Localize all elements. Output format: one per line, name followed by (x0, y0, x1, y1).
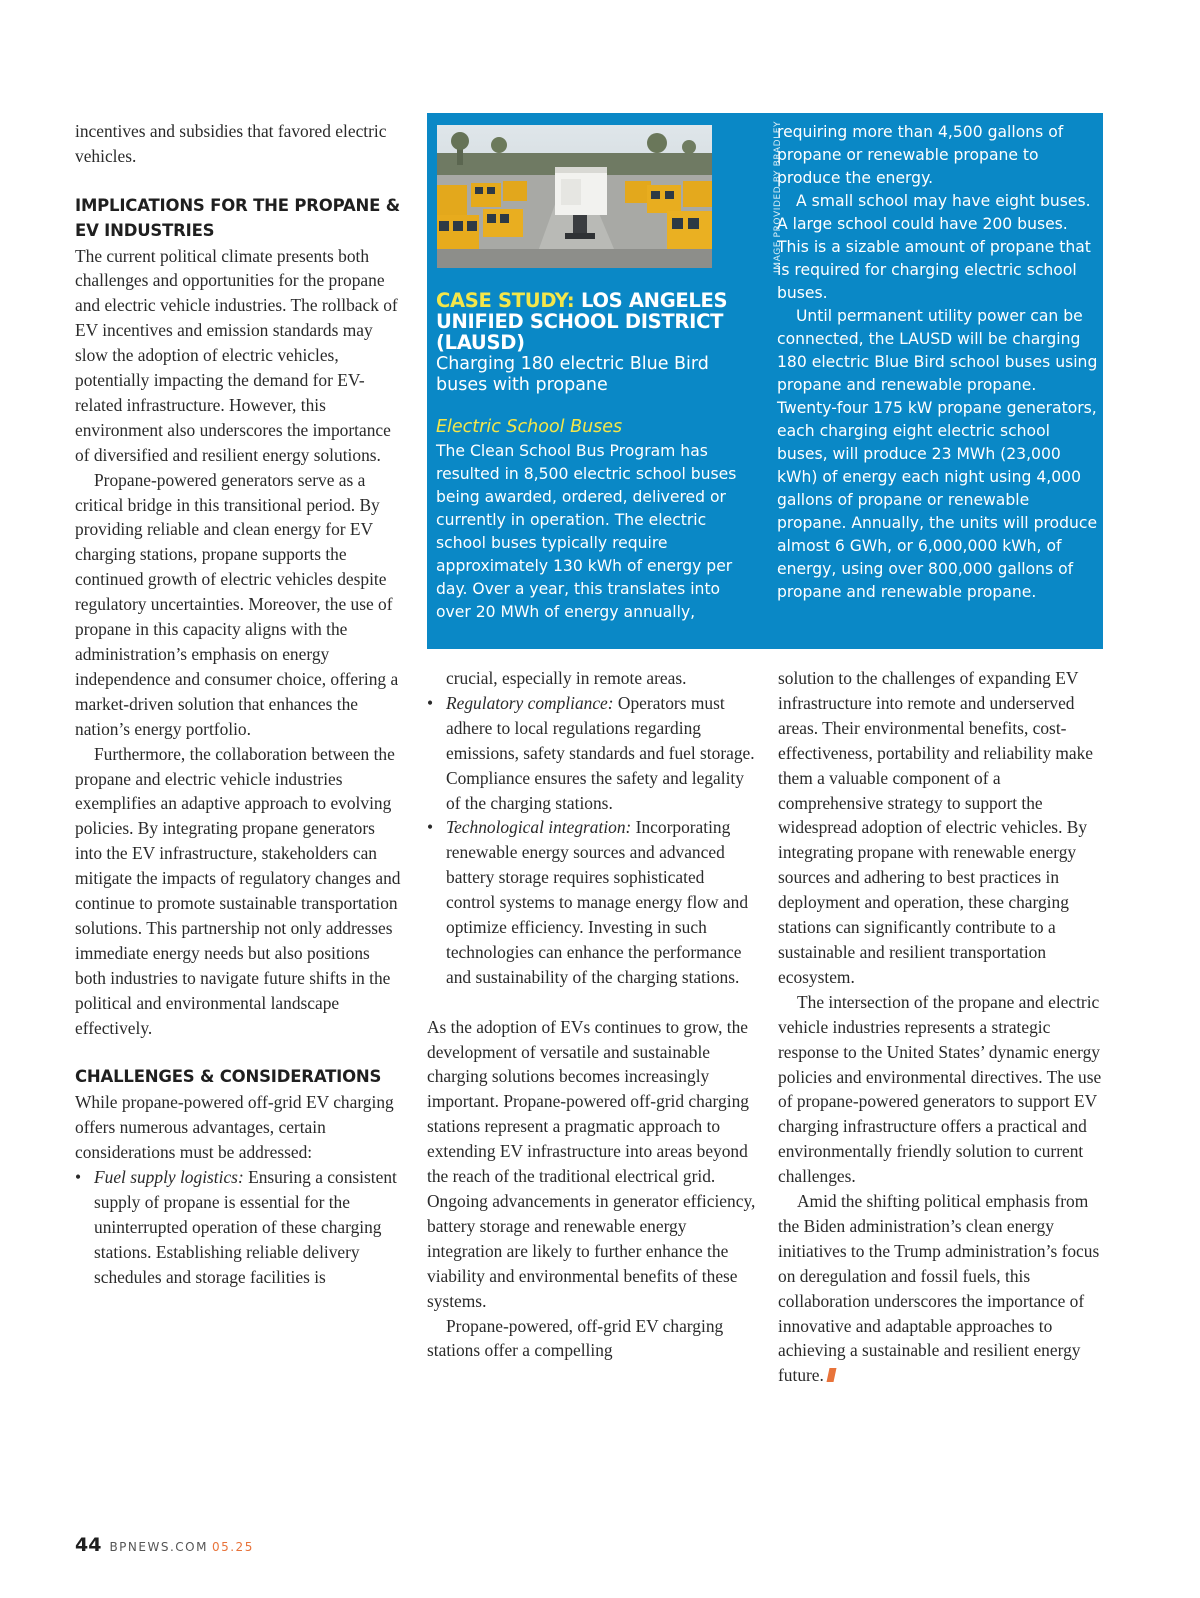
article-column-3 (778, 666, 1108, 1388)
image-credit: IMAGE PROVIDED BY BRADLEY (773, 120, 783, 273)
sidebar-paragraph: The Clean School Bus Program has resulted in 8,500 electric school buses being awarded, ordered, delivered or currently in operation. The electric school buses typically require approximately 130 kWh of energy per day. Over a year, this translates into over 20 MWh of energy annually, (436, 442, 737, 621)
publication-site: BPNEWS.COM (109, 1540, 208, 1554)
list-item-term: Technological integration: (446, 817, 632, 838)
paragraph: The intersection of the propane and electric vehicle industries represents a strategic response to the United States’ dynamic energy policies and environmental directives. The use of propane-powered generators to support EV charging infrastructure offers a practical and environmentally friendly solution to current challenges. (778, 991, 1102, 1187)
sidebar-text-right (777, 121, 1099, 604)
page-number: 44 (75, 1534, 102, 1556)
sidebar-text-left (436, 440, 756, 624)
case-study-title (436, 290, 746, 353)
section-heading-challenges: CHALLENGES & CONSIDERATIONS (75, 1067, 382, 1087)
list-item-continuation: crucial, especially in remote areas. (446, 668, 687, 688)
case-study-subtitle: Charging 180 electric Blue Bird buses with propane (436, 354, 709, 395)
sidebar-paragraph: requiring more than 4,500 gallons of propane or renewable propane to produce the energy. (777, 123, 1064, 187)
list-item-text: Operators must adhere to local regulations regarding emissions, safety standards and fuel storage. Compliance ensures the safety and legality of the charging stations. (446, 692, 755, 813)
list-item-term: Fuel supply logistics: (94, 1167, 244, 1188)
paragraph: Propane-powered, off-grid EV charging stations offer a compelling (427, 1315, 724, 1361)
paragraph: While propane-powered off-grid EV charging offers numerous advantages, certain considerations must be addressed: (75, 1092, 394, 1163)
paragraph: Furthermore, the collaboration between the propane and electric vehicle industries exemplifies an adaptive approach to evolving policies. By integrating propane generators into the EV infrastructure, stakeholders can mitigate the impacts of regulatory changes and continue to promote sustainable transportation solutions. This partnership not only addresses immediate energy needs but also positions both industries to navigate future shifts in the political and environmental landscape effectively. (75, 743, 401, 1038)
paragraph: solution to the challenges of expanding EV infrastructure into remote and underserved areas. Their environmental benefits, cost-effectiveness, portability and reliability make them a valuable component of a comprehensive strategy to support the widespread adoption of electric vehicles. By integrating propane with renewable energy sources and adhering to best practices in deployment and operation, these charging stations can significantly contribute to a sustainable and resilient transportation ecosystem. (778, 668, 1094, 987)
list-item-regulatory (427, 691, 757, 816)
paragraph: As the adoption of EVs continues to grow, the development of versatile and sustainable charging solutions becomes increasingly important. Propane-powered off-grid charging stations represent a pragmatic approach to extending EV infrastructure into areas beyond the reach of the traditional electrical grid. Ongoing advancements in generator efficiency, battery storage and renewable energy integration are likely to further enhance the viability and environmental benefits of these systems. (427, 1016, 756, 1311)
section-heading-implications: IMPLICATIONS FOR THE PROPANE & EV INDUSTRIES (75, 195, 400, 240)
end-mark-icon (826, 1368, 836, 1382)
case-study-subhead: Electric School Buses (436, 417, 623, 437)
list-item-fuel-supply (75, 1165, 405, 1290)
sidebar-paragraph: Until permanent utility power can be connected, the LAUSD will be charging 180 electric Blue Bird school buses using propane and renewable propane. Twenty-four 175 kW propane generators, each charging eight electric school buses, will produce 23 MWh (23,000 kWh) of energy each night using 4,000 gallons of propane or renewable propane. Annually, the units will produce almost 6 GWh, or 6,000,000 kWh, of energy, using over 800,000 gallons of propane and renewable propane. (777, 307, 1098, 601)
paragraph-text: Amid the shifting political emphasis from the Biden administration’s clean energy initiatives to the Trump administration’s focus on deregulation and fossil fuels, this collaboration underscores the importance of innovative and adaptable approaches to achieving a sustainable and resilient energy future. (778, 1191, 1100, 1386)
page-footer (75, 1534, 254, 1556)
case-study-label: CASE STUDY: (436, 289, 575, 312)
considerations-list-continued (427, 691, 757, 990)
article-column-1 (75, 119, 405, 1290)
article-column-2 (427, 666, 757, 1363)
issue-date: 05.25 (211, 1540, 254, 1554)
paragraph: incentives and subsidies that favored electric vehicles. (75, 121, 387, 166)
case-study-title-text: LOS ANGELES UNIFIED SCHOOL DISTRICT (LAUSD) (436, 289, 728, 354)
list-item-text: Ensuring a consistent supply of propane is essential for the uninterrupted operation of these charging stations. Establishing reliable delivery schedules and storage facilities is (94, 1167, 397, 1287)
sidebar-paragraph: A small school may have eight buses. A large school could have 200 buses. This is a sizable amount of propane that is required for charging electric school buses. (777, 192, 1091, 302)
school-bus-charging-photo (437, 125, 712, 268)
list-item-technological (427, 815, 757, 989)
paragraph (778, 1189, 1108, 1388)
list-item-text: Incorporating renewable energy sources and advanced battery storage requires sophisticated control systems to manage energy flow and optimize efficiency. Investing in such technologies can enhance the performance and sustainability of the charging stations. (446, 817, 749, 987)
paragraph: Propane-powered generators serve as a critical bridge in this transitional period. By providing reliable and clean energy for EV charging stations, propane supports the continued growth of electric vehicles despite regulatory uncertainties. Moreover, the use of propane in this capacity aligns with the administration’s emphasis on energy independence and consumer choice, offering a market-driven solution that enhances the nation’s energy portfolio. (75, 469, 399, 739)
considerations-list (75, 1165, 405, 1290)
list-item-term: Regulatory compliance: (446, 692, 614, 713)
school-bus-photo-illustration (437, 125, 712, 268)
paragraph: The current political climate presents both challenges and opportunities for the propane and electric vehicle industries. The rollback of EV incentives and emission standards may slow the adoption of electric vehicles, potentially impacting the demand for EV-related infrastructure. However, this environment also underscores the importance of diversified and resilient energy solutions. (75, 245, 398, 465)
case-study-sidebar (427, 113, 1103, 649)
